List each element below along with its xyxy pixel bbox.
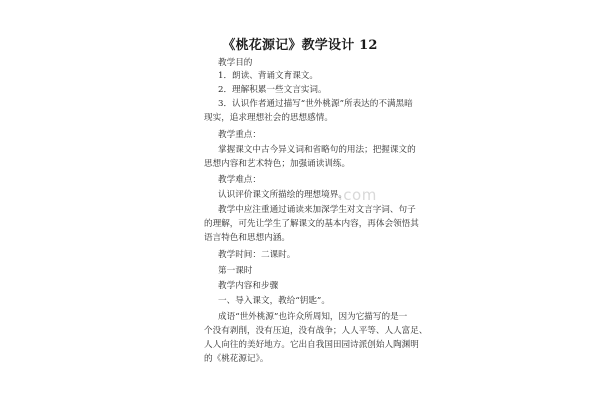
text-line: 成语“世外桃源”也许众所周知，因为它描写的是一 <box>218 312 408 322</box>
text-line: 教学时间：二课时。 <box>218 250 296 260</box>
document-title: 《桃花源记》教学设计 12 <box>222 38 378 53</box>
section-heading-content-steps: 教学内容和步骤 <box>218 281 279 291</box>
text-line: 人人向往的美好地方。它出自我国田园诗派创始人陶渊明 <box>204 340 419 350</box>
text-line: 2．理解积累一些文言实词。 <box>218 85 327 95</box>
text-line: 的理解，可先让学生了解课文的基本内容，再体会领悟其 <box>204 219 419 229</box>
text-line: 现实，追求理想社会的思想感情。 <box>204 113 333 123</box>
section-heading-objectives: 教学目的 <box>218 58 253 68</box>
text-line: 认识评价课文所描绘的理想境界。 <box>218 190 347 200</box>
section-heading-difficulties: 教学难点： <box>218 175 261 185</box>
text-line: 的《桃花源记》。 <box>204 354 269 364</box>
watermark: .com <box>338 186 377 204</box>
text-line: 语言特色和思想内涵。 <box>204 233 290 243</box>
text-line: 3．认识作者通过描写“世外桃源”所表达的不满黑暗 <box>218 99 413 109</box>
text-line: 1．朗读、背诵文育课文。 <box>218 71 318 81</box>
text-line: 个没有剥削，没有压迫，没有战争；人人平等、人人富足、 <box>204 326 428 336</box>
text-line: 教学中应注重通过诵读来加深学生对文言字词、句子 <box>218 205 416 215</box>
section-heading-first-lesson: 第一课时 <box>218 266 253 276</box>
text-line: 一、导入课文，教给“钥匙”。 <box>218 296 330 306</box>
text-line: 思想内容和艺术特色；加强诵读训练。 <box>204 159 351 169</box>
text-line: 掌握课文中古今异义词和省略句的用法；把握课文的 <box>218 145 416 155</box>
section-heading-key-points: 教学重点： <box>218 130 261 140</box>
